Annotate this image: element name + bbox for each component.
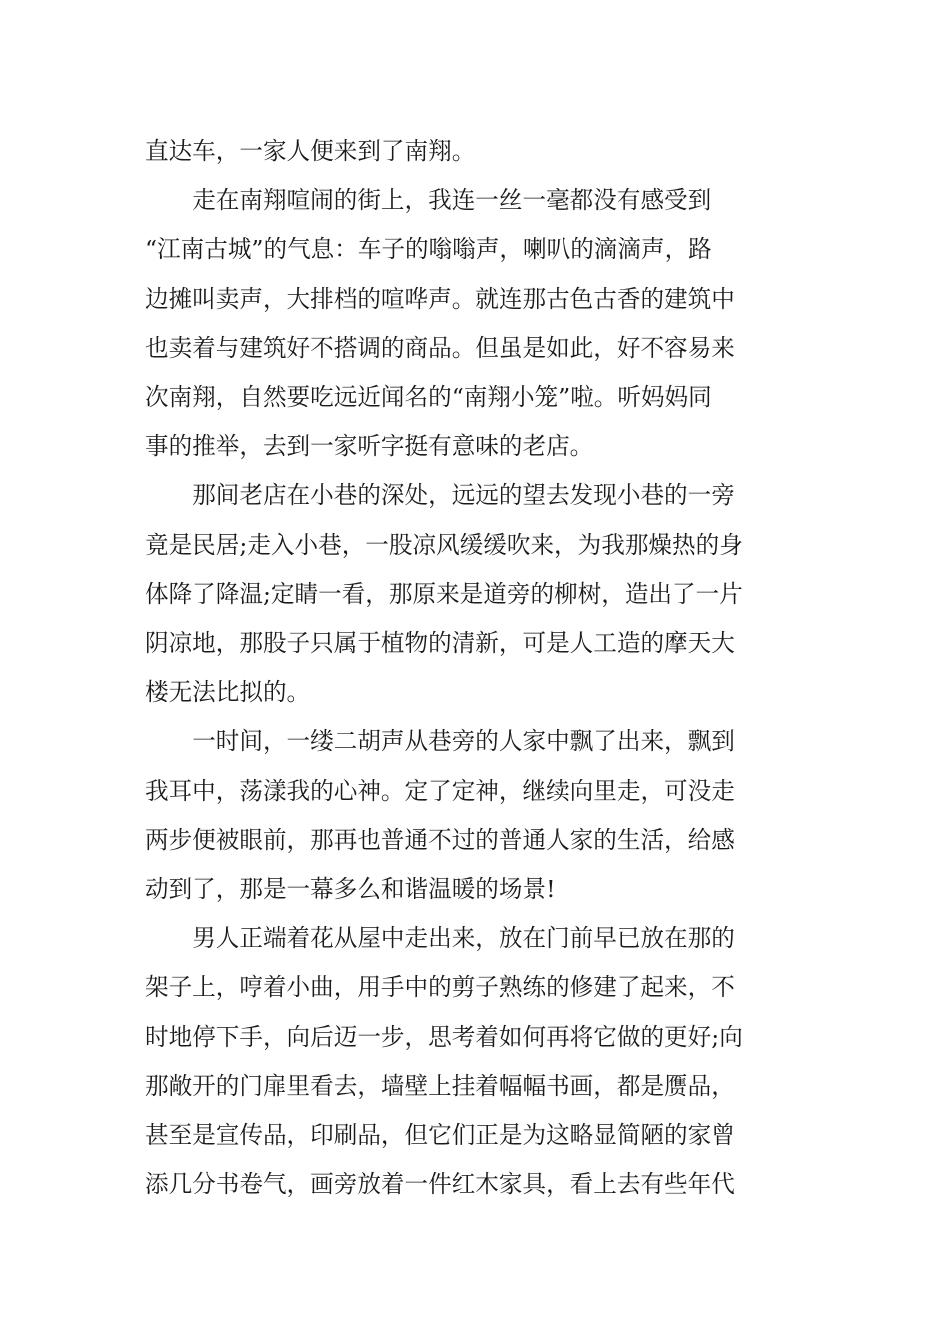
paragraph-1: 直达车，一家人便来到了南翔。	[145, 137, 476, 165]
paragraph-3: 那间老店在小巷的深处，远远的望去发现小巷的一旁 竟是民居;走入小巷，一股凉风缓缓吹来，为我那燥热的身 体降了降温;定睛一看，那原来是道旁的柳树，造出了一片 阴凉地，那股子只属于植物的清新，可是人工造的摩天大 楼无法比拟的。	[145, 481, 743, 707]
paragraph-5: 男人正端着花从屋中走出来，放在门前早已放在那的 架子上，哼着小曲，用手中的剪子熟练的修建了起来，不 时地停下手，向后迈一步，思考着如何再将它做的更好;向 那敞开的门扉里看去，墙壁上挂着幅幅书画，都是赝品， 甚至是宣传品，印刷品，但它们正是为这略显简陋的家曾 添几分书卷气，画旁放着一件红木家具，看上去有些年代	[145, 924, 743, 1199]
document-body	[145, 127, 807, 1209]
paragraph-2: 走在南翔喧闹的街上，我连一丝一毫都没有感受到 “江南古城”的气息：车子的嗡嗡声，喇叭的滴滴声，路 边摊叫卖声，大排档的喧哗声。就连那古色古香的建筑中 也卖着与建筑好不搭调的商品。但虽是如此，好不容易来 次南翔，自然要吃远近闻名的“南翔小笼”啦。听妈妈同 事的推举，去到一家听字挺有意味的老店。	[145, 186, 735, 461]
paragraph-4: 一时间，一缕二胡声从巷旁的人家中飘了出来，飘到 我耳中，荡漾我的心神。定了定神，继续向里走，可没走 两步便被眼前，那再也普通不过的普通人家的生活，给感 动到了，那是一幕多么和谐温暖的场景!	[145, 727, 735, 904]
